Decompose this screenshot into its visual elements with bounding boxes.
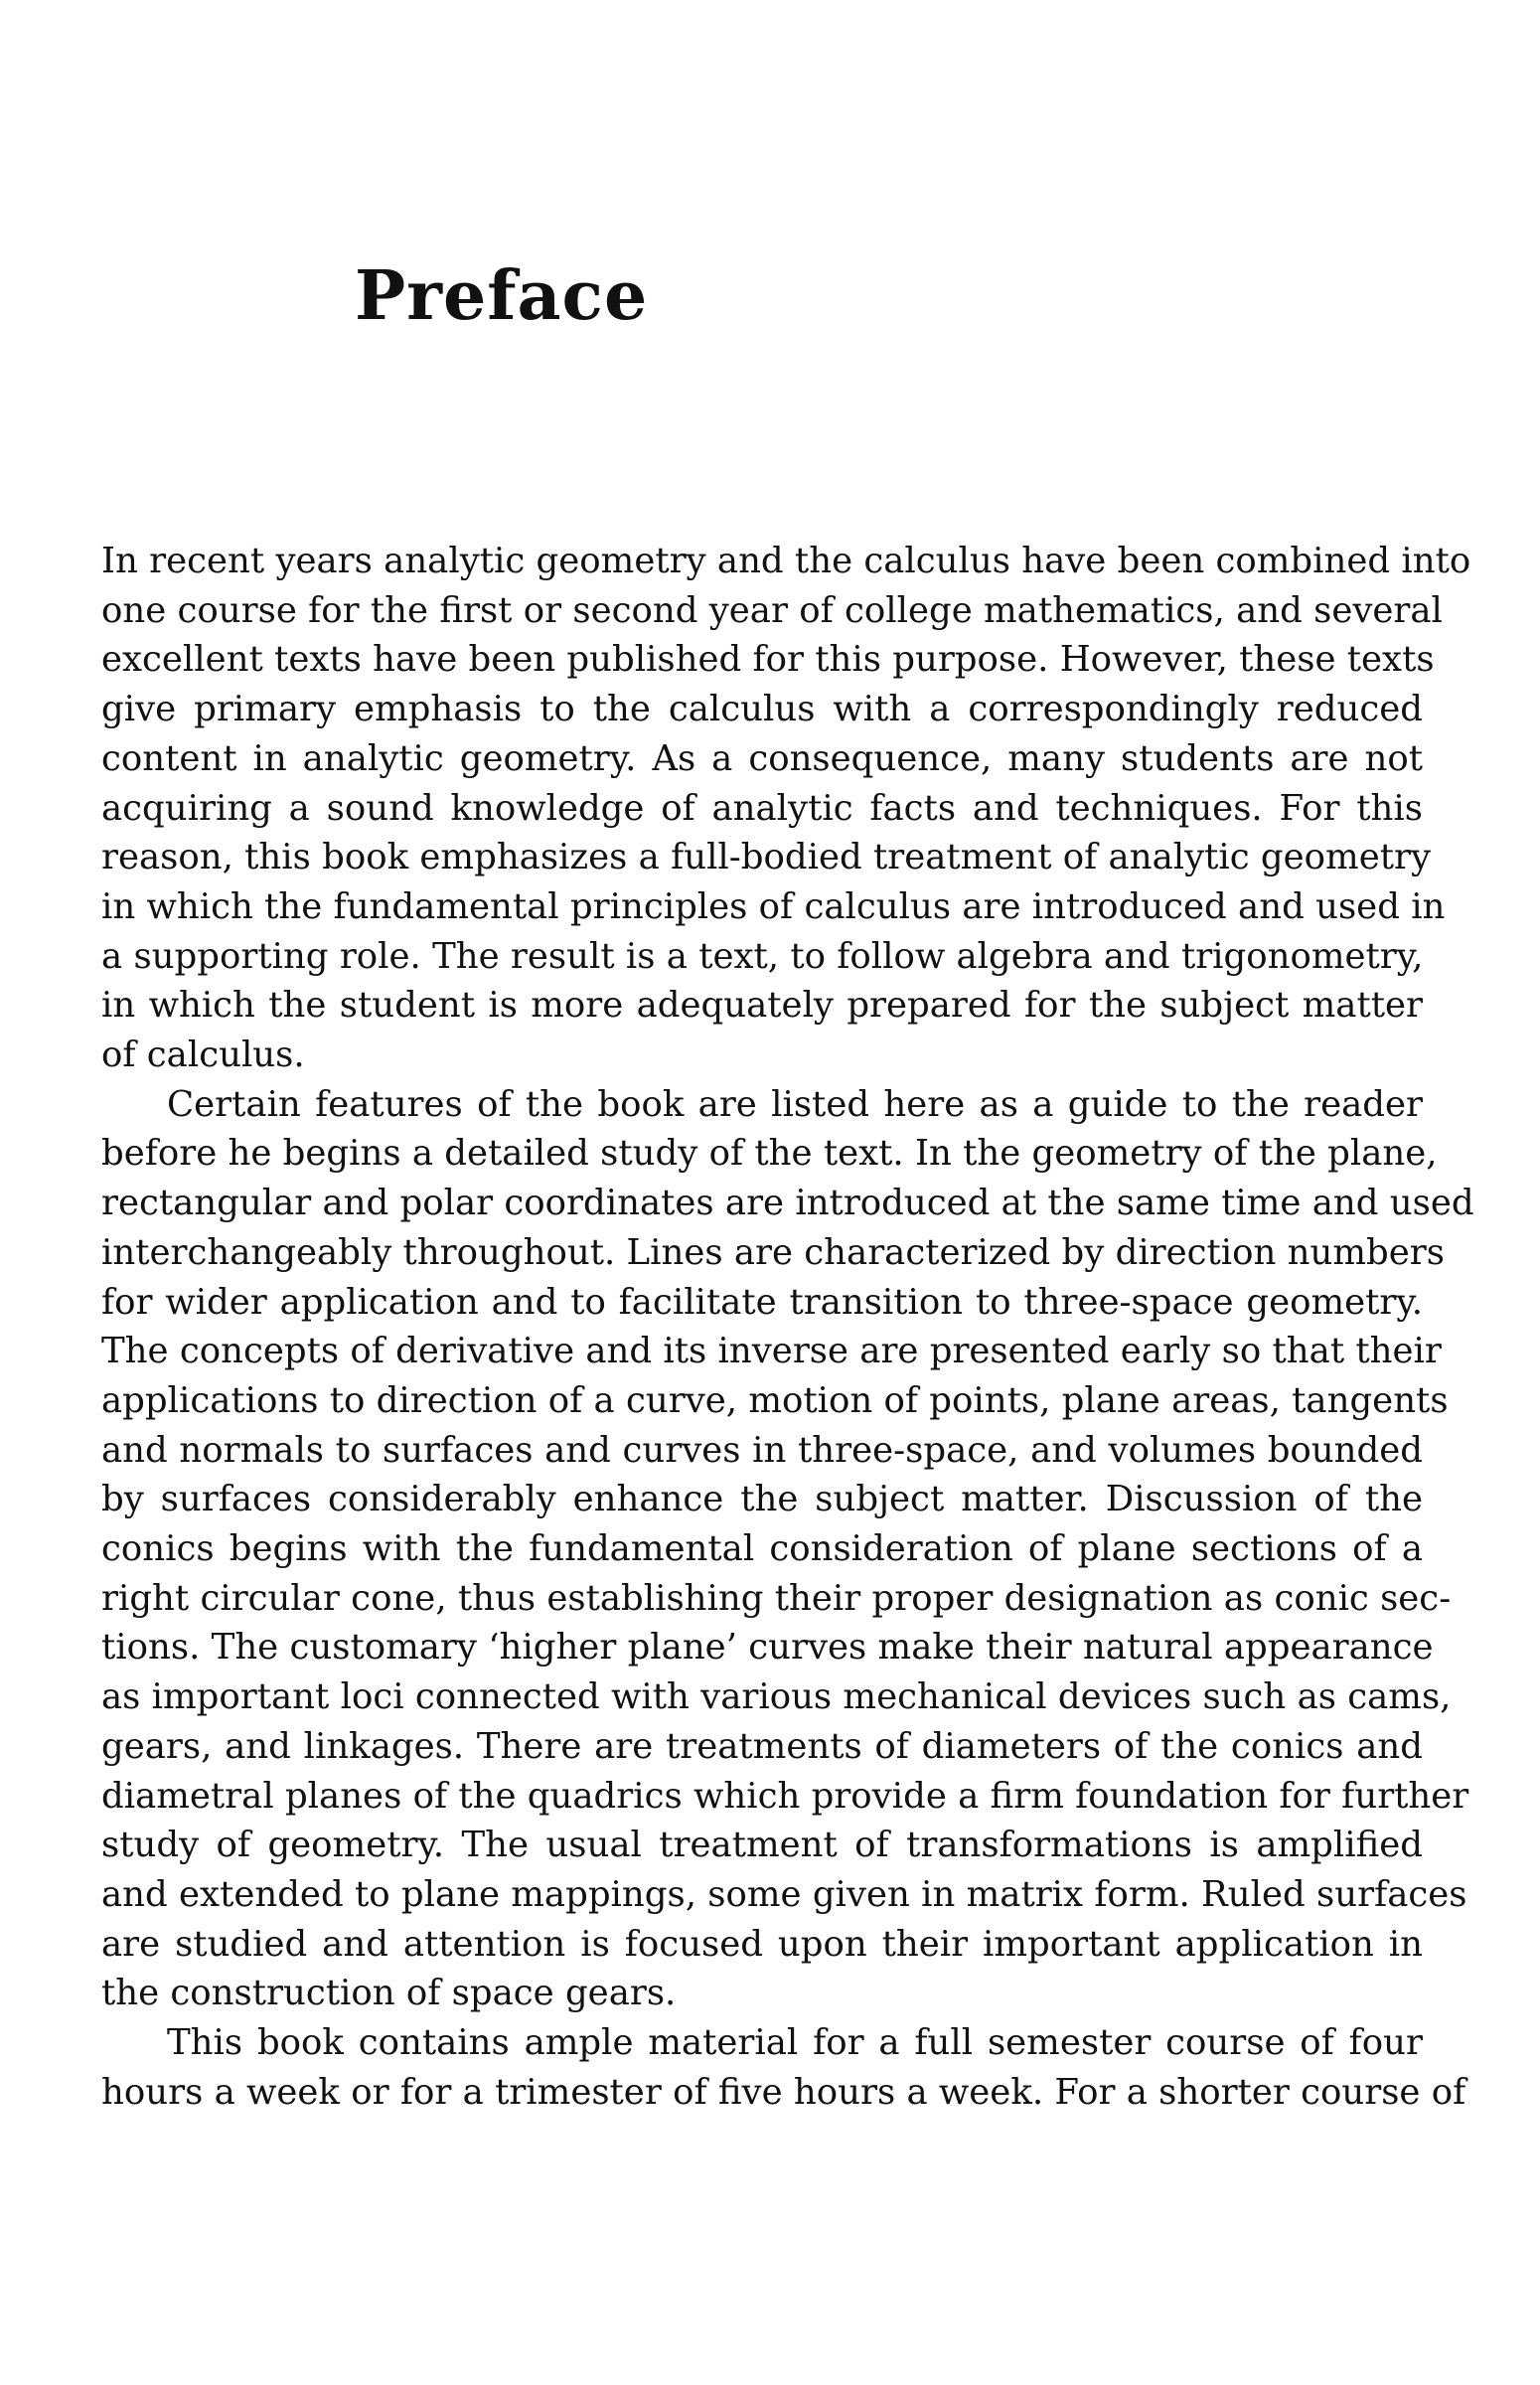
text-line: a supporting role. The result is a text, to follow algebra and trigonometry, [101,935,1424,977]
text-line: applications to direction of a curve, motion of points, plane areas, tangents [101,1379,1449,1421]
page-title: Preface [355,256,649,336]
text-line: The concepts of derivative and its inverse are presented early so that their [101,1331,1442,1372]
text-line: right circular cone, thus establishing their proper designation as conic sec- [101,1577,1452,1619]
text-line: are studied and attention is focused upon their important application in [101,1923,1423,1965]
text-line: the construction of space gears. [101,1973,677,2014]
paragraph-3 [101,2018,1466,2117]
text-line: study of geometry. The usual treatment of transformations is amplified [101,1825,1423,1866]
text-line: content in analytic geometry. As a consequence, many students are not [101,737,1423,779]
text-line: and extended to plane mappings, some given in matrix form. Ruled surfaces [101,1873,1467,1915]
text-line: reason, this book emphasizes a full-bodied treatment of analytic geometry [101,837,1431,878]
text-line: by surfaces considerably enhance the subject matter. Discussion of the [101,1479,1423,1520]
text-line: as important loci connected with various mechanical devices such as cams, [101,1676,1452,1718]
text-line: in which the student is more adequately prepared for the subject matter [101,985,1423,1027]
text-line: Certain features of the book are listed here as a guide to the reader [167,1083,1423,1125]
text-line: for wider application and to facilitate transition to three-space geometry. [101,1281,1423,1323]
text-line: one course for the first or second year of college mathematics, and several [101,589,1443,631]
preface-body [101,537,1474,2118]
text-line: interchangeably throughout. Lines are characterized by direction numbers [101,1231,1445,1273]
text-line: hours a week or for a trimester of five hours a week. For a shorter course of [101,2071,1466,2113]
text-line: rectangular and polar coordinates are introduced at the same time and used [101,1183,1474,1224]
text-line: and normals to surfaces and curves in three-space, and volumes bounded [101,1429,1423,1471]
text-line: diametral planes of the quadrics which provide a firm foundation for further [101,1775,1469,1817]
text-line: before he begins a detailed study of the text. In the geometry of the plane, [101,1133,1438,1175]
text-line: This book contains ample material for a full semester course of four [167,2022,1423,2064]
text-line: acquiring a sound knowledge of analytic facts and techniques. For this [101,787,1423,829]
text-line: tions. The customary ‘higher plane’ curves make their natural appearance [101,1627,1434,1669]
paragraph-2 [101,1080,1474,2018]
text-line: In recent years analytic geometry and the calculus have been combined into [101,541,1471,581]
text-line: give primary emphasis to the calculus with a correspondingly reduced [101,689,1423,730]
text-line: gears, and linkages. There are treatments of diameters of the conics and [101,1725,1423,1767]
text-line: in which the fundamental principles of calculus are introduced and used in [101,885,1446,927]
text-line: conics begins with the fundamental consideration of plane sections of a [101,1528,1423,1570]
text-line: of calculus. [101,1034,305,1076]
paragraph-1 [101,537,1471,1080]
text-line: excellent texts have been published for this purpose. However, these texts [101,639,1435,681]
